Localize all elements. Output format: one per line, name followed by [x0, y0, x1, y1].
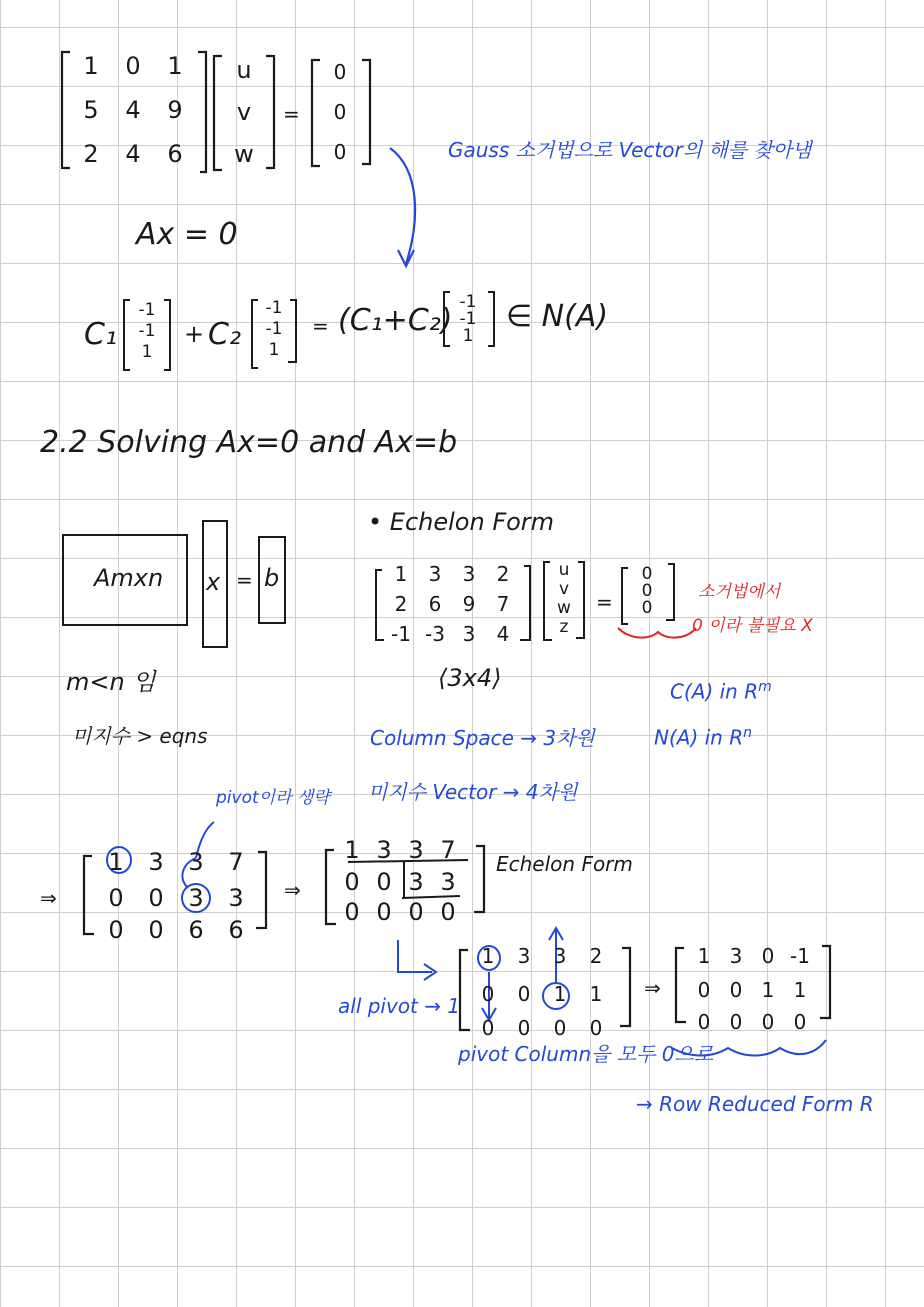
echelon-vector-cell: u: [558, 560, 570, 580]
matrix-a-cell: 2: [83, 140, 99, 168]
step4-cell: 0: [793, 1010, 807, 1034]
step4-cell: 0: [697, 978, 711, 1002]
vector-zero: [320, 62, 360, 162]
step1-cell: 0: [108, 916, 124, 944]
step2-cell: 3: [408, 836, 424, 864]
column-space-note: Column Space → 3차원: [370, 726, 595, 750]
step2-cell: 0: [440, 898, 456, 926]
unknowns-gt-eqns: 미지수 > eqns: [72, 724, 208, 748]
box-equals: =: [236, 568, 253, 592]
echelon-rhs-cell: 0: [641, 598, 653, 618]
comb-vector-3: [448, 294, 488, 345]
c1-plus-c2: (C₁+C₂): [338, 303, 453, 338]
step3-cell: 1: [589, 982, 603, 1006]
all-pivot-note: all pivot → 1: [338, 994, 461, 1018]
null-space-rn: [654, 726, 752, 748]
comb-cell: -1: [265, 319, 283, 339]
step4-cell: 3: [729, 944, 743, 968]
comb-vector-1: [128, 302, 166, 361]
matrix-a: [70, 54, 196, 166]
matrix-step-1: [96, 850, 256, 942]
ca-sup: m: [758, 679, 772, 695]
step3-cell: 0: [481, 1016, 495, 1040]
step1-cell: 1: [108, 848, 124, 876]
echelon-rhs: [628, 566, 666, 617]
step4-cell: -1: [790, 944, 810, 968]
step4-cell: 1: [697, 944, 711, 968]
echelon-form-label: Echelon Form: [496, 852, 633, 876]
matrix-a-cell: 1: [83, 52, 99, 80]
step2-cell: 1: [344, 836, 360, 864]
vector-x: [224, 58, 264, 166]
echelon-rhs-cell: 0: [641, 581, 653, 601]
comb-cell: -1: [459, 309, 477, 329]
row-reduced-form: → Row Reduced Form R: [636, 1092, 874, 1116]
echelon-cell: 3: [462, 562, 476, 586]
step2-cell: 0: [408, 898, 424, 926]
matrix-step-2: [336, 838, 464, 924]
echelon-cell: 1: [394, 562, 408, 586]
step3-cell: 0: [481, 982, 495, 1006]
matrix-a-cell: 4: [125, 96, 141, 124]
na-main: N(A) in R: [654, 725, 744, 750]
step4-cell: 0: [729, 1010, 743, 1034]
c2-label: C₂: [208, 317, 241, 352]
step1-cell: 0: [108, 884, 124, 912]
step3-cell: 0: [553, 1016, 567, 1040]
echelon-equals: =: [596, 590, 613, 614]
matrix-step-4: [688, 946, 816, 1032]
echelon-cell: -1: [391, 622, 411, 646]
vector-x-cell: v: [236, 98, 252, 126]
b-label: b: [264, 564, 280, 592]
echelon-cell: 7: [496, 592, 510, 616]
amxn-label: Amxn: [94, 564, 164, 592]
step1-cell: 7: [228, 848, 244, 876]
vector-x-cell: w: [234, 140, 254, 168]
m-less-n: m<n 임: [66, 668, 156, 696]
section-heading: 2.2 Solving Ax=0 and Ax=b: [40, 425, 458, 460]
matrix-a-cell: 9: [167, 96, 183, 124]
echelon-cell: 3: [428, 562, 442, 586]
arrow-right: ⇒: [644, 976, 661, 1000]
arrow-left: ⇒: [40, 886, 57, 910]
step2-cell: 3: [408, 868, 424, 896]
in-null-space: ∈ N(A): [506, 299, 609, 334]
echelon-cell: 6: [428, 592, 442, 616]
echelon-cell: 2: [496, 562, 510, 586]
step4-cell: 1: [793, 978, 807, 1002]
comb-cell: -1: [138, 321, 156, 341]
step1-cell: 3: [148, 848, 164, 876]
unknown-vector-note: 미지수 Vector → 4차원: [368, 780, 578, 804]
step1-cell: 6: [228, 916, 244, 944]
c1-label: C₁: [84, 317, 117, 352]
step1-cell: 3: [188, 884, 204, 912]
gauss-note: Gauss 소거법으로 Vector의 해를 찾아냄: [448, 138, 812, 162]
vector-zero-cell: 0: [333, 100, 347, 124]
echelon-cell: 2: [394, 592, 408, 616]
step3-cell: 3: [517, 944, 531, 968]
matrix-a-cell: 1: [167, 52, 183, 80]
step4-cell: 1: [761, 978, 775, 1002]
matrix-a-cell: 5: [83, 96, 99, 124]
vector-zero-cell: 0: [333, 60, 347, 84]
step2-cell: 7: [440, 836, 456, 864]
step2-cell: 3: [440, 868, 456, 896]
step1-cell: 6: [188, 916, 204, 944]
red-note-elimination: 소거법에서: [698, 582, 781, 602]
ca-main: C(A) in R: [670, 679, 759, 704]
echelon-vector-cell: v: [558, 579, 570, 599]
x-label: x: [206, 568, 221, 596]
step3-cell: 1: [553, 982, 567, 1006]
equals-sign: =: [312, 314, 329, 338]
column-space-rm: [670, 680, 772, 702]
step2-cell: 0: [344, 868, 360, 896]
pivot-column-note: pivot Column을 모두 0으로: [458, 1042, 714, 1066]
step3-cell: 1: [481, 944, 495, 968]
echelon-vector-cell: w: [557, 598, 571, 618]
matrix-a-cell: 4: [125, 140, 141, 168]
equals-sign: =: [283, 102, 300, 126]
echelon-cell: 3: [462, 622, 476, 646]
vector-b-box: [258, 536, 286, 624]
comb-cell: 1: [462, 326, 474, 346]
step1-cell: 0: [148, 916, 164, 944]
step4-cell: 0: [761, 1010, 775, 1034]
echelon-matrix: [384, 564, 520, 644]
red-note-unneeded: 0 이라 불필요 X: [692, 616, 813, 636]
step1-cell: 3: [188, 848, 204, 876]
na-sup: n: [743, 725, 752, 741]
comb-vector-2: [256, 300, 292, 359]
step1-cell: 3: [228, 884, 244, 912]
step4-cell: 0: [761, 944, 775, 968]
step4-cell: 0: [697, 1010, 711, 1034]
comb-cell: -1: [138, 300, 156, 320]
matrix-a-cell: 6: [167, 140, 183, 168]
vector-zero-cell: 0: [333, 140, 347, 164]
step2-cell: 0: [344, 898, 360, 926]
step3-cell: 3: [553, 944, 567, 968]
echelon-cell: 4: [496, 622, 510, 646]
pivot-omit-note: pivot이라 생략: [216, 788, 330, 808]
matrix-step-3: [470, 946, 614, 1038]
vector-x-box: [202, 520, 228, 648]
step2-cell: 3: [376, 836, 392, 864]
comb-cell: -1: [459, 292, 477, 312]
matrix-size: ⟨3x4⟩: [438, 664, 502, 692]
echelon-title: • Echelon Form: [368, 508, 555, 536]
plus-sign: +: [184, 320, 205, 348]
matrix-a-box: [62, 534, 188, 626]
matrix-a-cell: 0: [125, 52, 141, 80]
echelon-cell: 9: [462, 592, 476, 616]
ax-equals-zero: Ax = 0: [136, 217, 238, 252]
step3-cell: 2: [589, 944, 603, 968]
step3-cell: 0: [517, 982, 531, 1006]
echelon-rhs-cell: 0: [641, 564, 653, 584]
vector-x-cell: u: [236, 56, 252, 84]
step3-cell: 0: [517, 1016, 531, 1040]
comb-cell: -1: [265, 298, 283, 318]
comb-cell: 1: [268, 340, 280, 360]
echelon-vector-cell: z: [559, 617, 569, 637]
step4-cell: 0: [729, 978, 743, 1002]
step1-cell: 0: [148, 884, 164, 912]
echelon-cell: -3: [425, 622, 445, 646]
step2-cell: 0: [376, 868, 392, 896]
step3-cell: 0: [589, 1016, 603, 1040]
comb-cell: 1: [141, 342, 153, 362]
arrow-mid: ⇒: [284, 878, 301, 902]
step2-cell: 0: [376, 898, 392, 926]
echelon-vector: [548, 562, 580, 636]
